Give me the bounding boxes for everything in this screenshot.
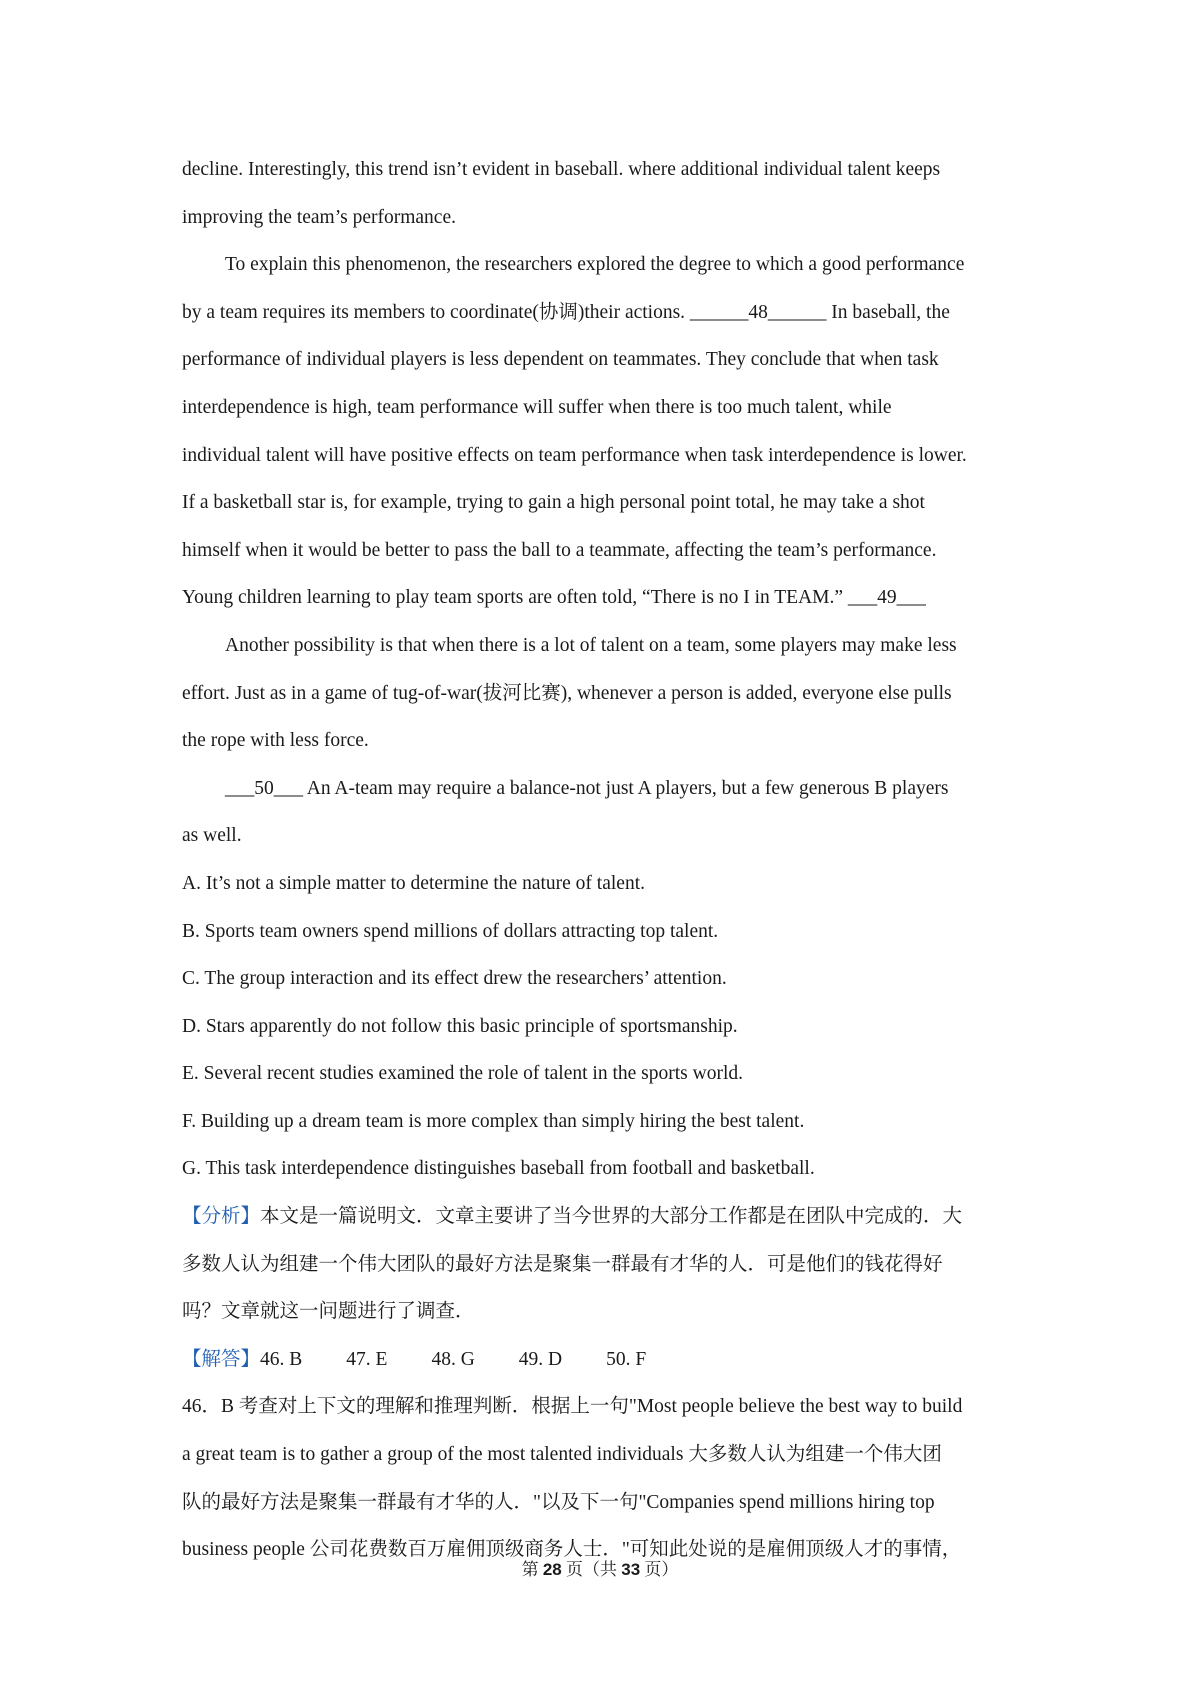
option-e: E. Several recent studies examined the role of talent in the sports world. (182, 1063, 743, 1085)
document-page (182, 146, 1038, 1574)
passage-line: performance of individual players is less dependent on teammates. They conclude that when task (182, 349, 939, 371)
option-a: A. It’s not a simple matter to determine the nature of talent. (182, 872, 645, 894)
explanation-line: 队的最好方法是聚集一群最有才华的人．"以及下一句"Companies spend millions hiring top (182, 1491, 935, 1513)
footer-total-pages: 33 (621, 1560, 641, 1579)
footer-suffix: 页） (640, 1560, 679, 1579)
answer-item: 50. F (606, 1348, 647, 1370)
passage-line: individual talent will have positive effects on team performance when task interdependence is lower. (182, 444, 967, 466)
passage-line: effort. Just as in a game of tug-of-war(拔河比赛), whenever a person is added, everyone else pulls (182, 682, 952, 704)
page-footer (0, 1555, 1200, 1580)
passage-line: interdependence is high, team performance will suffer when there is too much talent, while (182, 396, 892, 418)
answer-line (182, 1336, 1038, 1384)
option-b: B. Sports team owners spend millions of dollars attracting top talent. (182, 920, 719, 942)
footer-prefix: 第 (521, 1560, 543, 1579)
answer-tag: 【解答】 (182, 1348, 261, 1370)
passage-line: by a team requires its members to coordinate(协调)their actions. ______48______ In baseball, the (182, 301, 950, 323)
passage-line: To explain this phenomenon, the researchers explored the degree to which a good performance (225, 254, 965, 276)
answer-item: 46. B (260, 1348, 303, 1370)
analysis-line: 吗？文章就这一问题进行了调查． (182, 1301, 475, 1323)
footer-current-page: 28 (542, 1560, 562, 1579)
passage-line: as well. (182, 825, 242, 847)
passage-line: Another possibility is that when there is a lot of talent on a team, some players may make less (225, 634, 957, 656)
explanation-line: a great team is to gather a group of the most talented individuals 大多数人认为组建一个伟大团 (182, 1444, 942, 1466)
footer-middle: 页（共 (561, 1560, 622, 1579)
passage-line: himself when it would be better to pass the ball to a teammate, affecting the team’s performance. (182, 539, 937, 561)
explanation-line: business people 公司花费数百万雇佣顶级商务人士．"可知此处说的是雇佣顶级人才的事情， (182, 1539, 962, 1561)
option-g: G. This task interdependence distinguishes baseball from football and basketball. (182, 1158, 815, 1180)
answer-item: 47. E (346, 1348, 388, 1370)
answer-item: 48. G (431, 1348, 475, 1370)
passage-line: ___50___ An A-team may require a balance-not just A players, but a few generous B players (225, 777, 949, 799)
analysis-tag: 【分析】 (182, 1206, 261, 1228)
option-c: C. The group interaction and its effect drew the researchers’ attention. (182, 968, 727, 990)
passage-line: the rope with less force. (182, 730, 369, 752)
analysis-line: 多数人认为组建一个伟大团队的最好方法是聚集一群最有才华的人．可是他们的钱花得好 (182, 1253, 943, 1275)
passage-line: decline. Interestingly, this trend isn’t evident in baseball. where additional individual talent keeps (182, 159, 941, 180)
analysis-line (182, 1193, 1038, 1241)
passage-line: If a basketball star is, for example, trying to gain a high personal point total, he may take a shot (182, 492, 925, 514)
analysis-text: 本文是一篇说明文．文章主要讲了当今世界的大部分工作都是在团队中完成的．大 (260, 1206, 963, 1228)
passage-line: Young children learning to play team sports are often told, “There is no I in TEAM.” ___49___ (182, 587, 926, 609)
option-f: F. Building up a dream team is more complex than simply hiring the best talent. (182, 1110, 805, 1132)
option-d: D. Stars apparently do not follow this basic principle of sportsmanship. (182, 1015, 738, 1037)
passage-line: improving the team’s performance. (182, 206, 456, 228)
explanation-line: 46．B 考查对上下文的理解和推理判断．根据上一句"Most people believe the best way to build (182, 1396, 963, 1418)
answer-item: 49. D (518, 1348, 563, 1370)
